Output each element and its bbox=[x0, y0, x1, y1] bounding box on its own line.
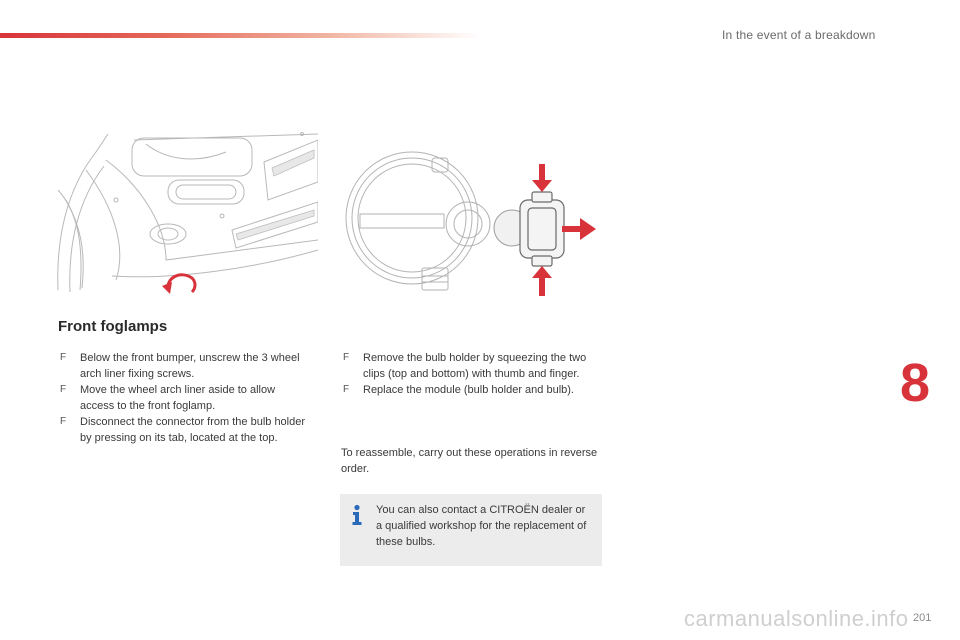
page-number: 201 bbox=[913, 612, 932, 624]
bullet-marker: F bbox=[60, 352, 67, 363]
bullet-marker: F bbox=[343, 384, 350, 395]
section-title: In the event of a breakdown bbox=[722, 28, 876, 42]
bumper-illustration bbox=[56, 130, 318, 298]
section-heading: Front foglamps bbox=[58, 318, 168, 335]
rotate-arrow-icon bbox=[162, 275, 195, 294]
list-item: F Move the wheel arch liner aside to allow access to the front foglamp. bbox=[60, 384, 276, 412]
bullet-marker: F bbox=[60, 384, 67, 395]
chapter-number: 8 bbox=[900, 353, 931, 413]
list-item: F Disconnect the connector from the bulb holder by pressing on its tab, located at the top. bbox=[60, 416, 306, 444]
foglamp-illustration bbox=[340, 130, 602, 302]
header-accent-bar bbox=[0, 33, 480, 38]
info-icon bbox=[350, 504, 364, 526]
list-item: F Below the front bumper, unscrew the 3 wheel arch liner fixing screws. bbox=[60, 352, 300, 380]
info-text: You can also contact a CITROËN dealer or a qualified workshop for the replacement of these bulbs. bbox=[376, 504, 587, 548]
info-box bbox=[340, 494, 602, 566]
watermark: carmanualsonline.info bbox=[684, 606, 909, 631]
bullet-marker: F bbox=[343, 352, 350, 363]
bulb-holder-icon bbox=[520, 192, 564, 266]
steps-list-right bbox=[341, 350, 609, 398]
bullet-marker: F bbox=[60, 416, 67, 427]
list-item: F Remove the bulb holder by squeezing the two clips (top and bottom) with thumb and finger. bbox=[343, 352, 587, 380]
reassemble-note: To reassemble, carry out these operations in reverse order. bbox=[341, 447, 598, 475]
list-item: F Replace the module (bulb holder and bulb). bbox=[343, 384, 574, 396]
steps-list-left bbox=[58, 350, 308, 446]
